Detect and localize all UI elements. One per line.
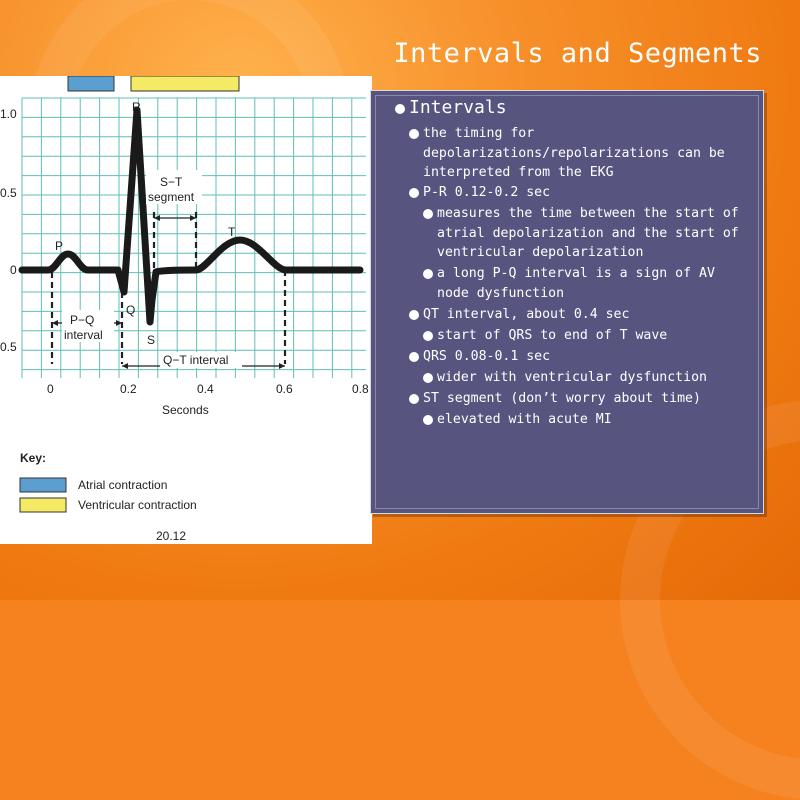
- bullet-text: Intervals: [409, 97, 507, 118]
- x-tick-label: 0.4: [197, 382, 214, 396]
- bullet-icon: [409, 394, 419, 404]
- bullet-text: wider with ventricular dysfunction: [437, 370, 707, 385]
- bullet-icon: [423, 331, 433, 341]
- bullet-icon: [409, 188, 419, 198]
- bullet-icon: [409, 352, 419, 362]
- bullet-timing: [409, 124, 749, 183]
- y-tick-label: 0.5: [0, 186, 17, 200]
- bullet-text: P-R 0.12-0.2 sec: [423, 185, 551, 200]
- s-wave-label: S: [147, 333, 156, 347]
- x-tick-label: 0.2: [120, 382, 137, 396]
- bullet-text: start of QRS to end of T wave: [437, 328, 668, 343]
- y-tick-label: 1.0: [0, 107, 17, 121]
- bullet-text: the timing for depolarizations/repolarizations can be interpreted from the EKG: [423, 126, 725, 180]
- ekg-diagram: [0, 76, 372, 544]
- bullet-text: measures the time between the start of atrial depolarization and the start of ventricular depolarization: [437, 206, 739, 260]
- bullet-st-detail: [423, 410, 743, 430]
- bullet-qrs-detail: [423, 368, 743, 388]
- bullet-qt: [409, 305, 749, 325]
- bullet-icon: [409, 310, 419, 320]
- x-tick-label: 0: [47, 382, 54, 396]
- bullet-text: ST segment (don’t worry about time): [423, 391, 701, 406]
- bullet-icon: [395, 104, 405, 114]
- pq-interval-label: interval: [64, 328, 103, 342]
- x-tick-label: 0.6: [276, 382, 293, 396]
- bullet-icon: [423, 373, 433, 383]
- slide-title: Intervals and Segments: [393, 38, 762, 69]
- bullet-qt-detail: [423, 326, 743, 346]
- bullet-icon: [409, 129, 419, 139]
- bullet-qrs: [409, 347, 749, 367]
- key-swatch-ventricular: [20, 498, 66, 512]
- figure-number: 20.12: [156, 529, 187, 543]
- t-wave-label: T: [228, 225, 236, 239]
- x-axis-label: Seconds: [162, 403, 209, 417]
- r-wave-label: R: [132, 100, 141, 114]
- bullet-icon: [423, 269, 433, 279]
- bullet-icon: [423, 415, 433, 425]
- st-segment-label: segment: [148, 190, 195, 204]
- st-segment-label: S−T: [160, 175, 183, 189]
- bullet-st: [409, 389, 749, 409]
- bullet-text: a long P-Q interval is a sign of AV node dysfunction: [437, 266, 715, 301]
- bullet-pr-measures: [423, 204, 743, 263]
- q-wave-label: Q: [126, 303, 136, 317]
- bullet-pr-long: [423, 264, 743, 303]
- p-wave-label: P: [55, 239, 64, 253]
- y-tick-label: 0: [10, 263, 17, 277]
- bullet-text: elevated with acute MI: [437, 412, 612, 427]
- bullet-text: QRS 0.08-0.1 sec: [423, 349, 551, 364]
- bullet-icon: [423, 209, 433, 219]
- key-title: Key:: [20, 451, 47, 465]
- bullet-intervals: [395, 97, 507, 118]
- bullet-pr: [409, 183, 749, 203]
- bullet-panel: [370, 90, 764, 514]
- x-tick-label: 0.8: [352, 382, 369, 396]
- ekg-figure: [0, 76, 372, 544]
- key-swatch-atrial: [20, 478, 66, 492]
- qt-interval-label: Q−T interval: [163, 353, 229, 367]
- y-tick-label: 0.5: [0, 340, 17, 354]
- key-label-ventricular: Ventricular contraction: [78, 498, 197, 512]
- atrial-bar: [68, 76, 114, 91]
- ventricular-bar: [131, 76, 239, 91]
- pq-interval-label: P−Q: [70, 313, 95, 327]
- bullet-text: QT interval, about 0.4 sec: [423, 307, 630, 322]
- key-label-atrial: Atrial contraction: [78, 478, 168, 492]
